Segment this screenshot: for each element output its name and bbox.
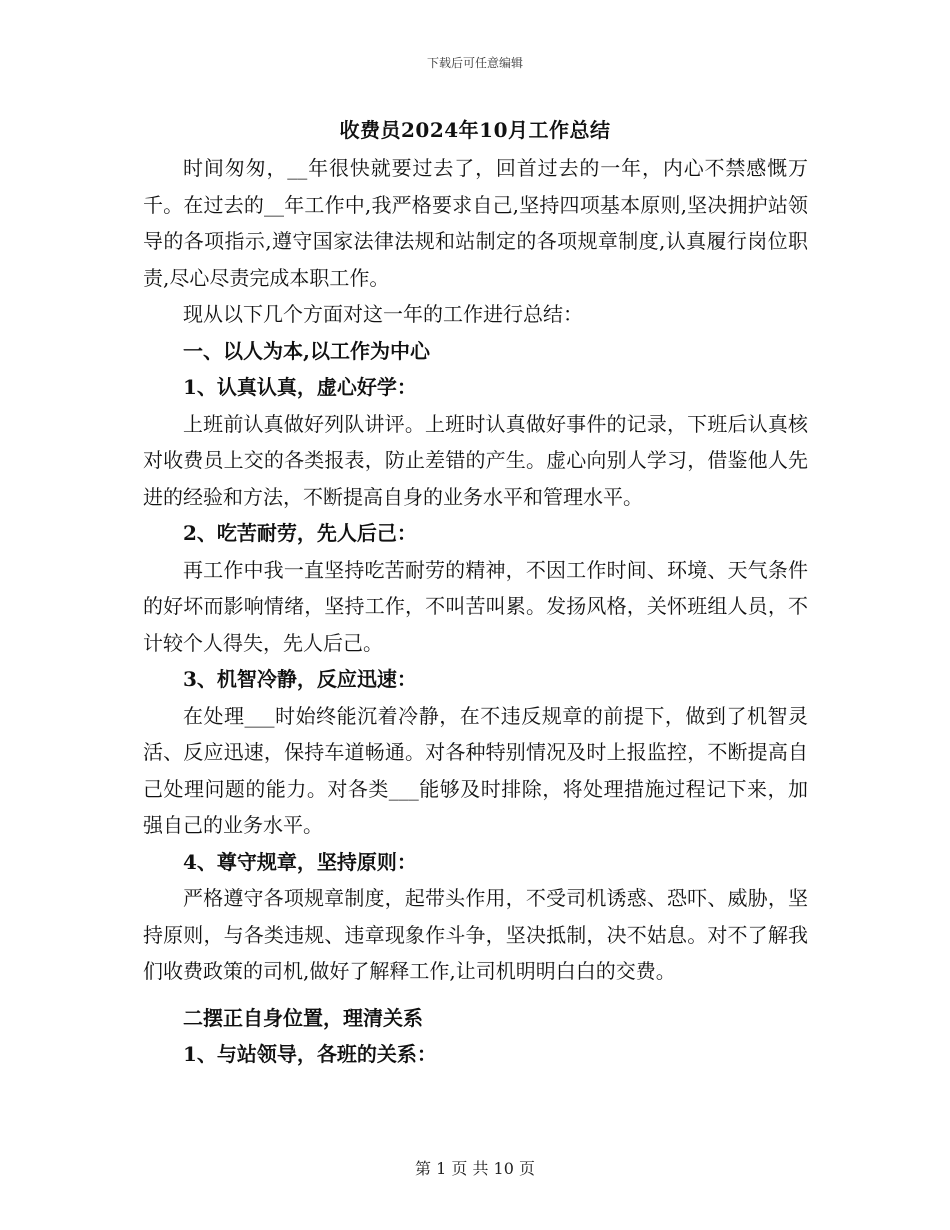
- subsection-heading-1-2: 2、吃苦耐劳，先人后己：: [183, 521, 417, 545]
- section-heading-2: 二摆正自身位置，理清关系: [183, 1005, 423, 1030]
- document-body: [143, 150, 808, 1073]
- header-note: 下载后可任意编辑: [426, 56, 523, 70]
- subsection-text-1-4: 严格遵守各项规章制度，起带头作用，不受司机诱惑、恐吓、威胁，坚持原则，与各类违规、违章现象作斗争，坚决抵制，决不姑息。对不了解我们收费政策的司机,做好了解释工作,让司机明明白白的交费。: [143, 886, 808, 983]
- subsection-text-1-1: 上班前认真做好列队讲评。上班时认真做好事件的记录，下班后认真核对收费员上交的各类报表，防止差错的产生。虚心向别人学习，借鉴他人先进的经验和方法，不断提高自身的业务水平和管理水平。: [143, 411, 808, 509]
- section-heading-1: 一、以人为本,以工作为中心: [183, 338, 430, 363]
- subsection-heading-2-1: 1、与站领导，各班的关系：: [183, 1042, 437, 1066]
- subsection-heading-1-4: 4、尊守规章，坚持原则：: [183, 849, 417, 874]
- intro-paragraph: 时间匆匆，__年很快就要过去了，回首过去的一年，内心不禁感慨万千。在过去的__年工作中,我严格要求自己,坚持四项基本原则,坚决拥护站领导的各项指示,遵守国家法律法规和站制定的各项规章制度,认真履行岗位职责,尽心尽责完成本职工作。: [143, 156, 808, 290]
- subsection-heading-1-3: 3、机智冷静，反应迅速：: [183, 667, 417, 691]
- intro-summary-line: 现从以下几个方面对这一年的工作进行总结：: [183, 302, 583, 326]
- page-number-footer: 第 1 页 共 10 页: [415, 1159, 535, 1178]
- page-title: 收费员2024年10月工作总结: [339, 118, 611, 142]
- subsection-text-1-3: 在处理___时始终能沉着冷静，在不违反规章的前提下，做到了机智灵活、反应迅速，保持车道畅通。对各种特别情况及时上报监控，不断提高自己处理问题的能力。对各类___能够及时排除，将处理措施过程记下来，加强自己的业务水平。: [143, 703, 808, 837]
- subsection-heading-1-1: 1、认真认真，虚心好学：: [183, 375, 417, 399]
- subsection-text-1-2: 再工作中我一直坚持吃苦耐劳的精神，不因工作时间、环境、天气条件的好坏而影响情绪，坚持工作，不叫苦叫累。发扬风格，关怀班组人员，不计较个人得失，先人后己。: [143, 557, 808, 655]
